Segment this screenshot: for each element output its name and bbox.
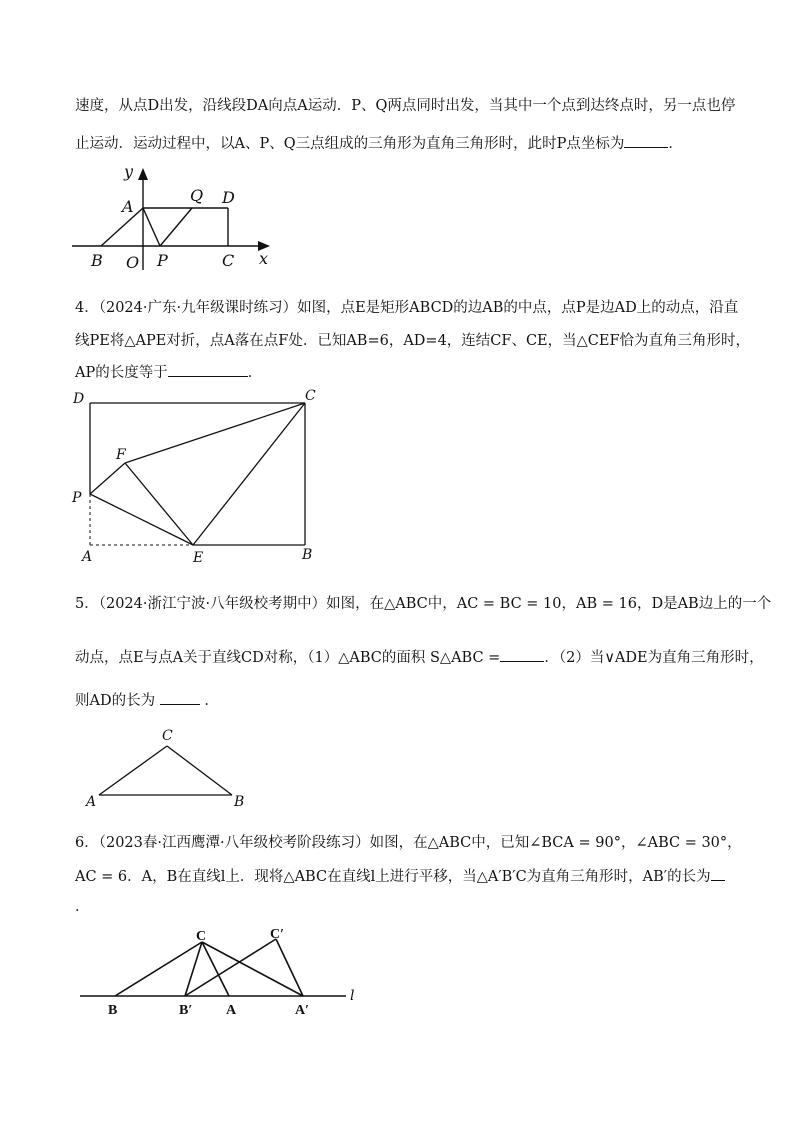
q5-line-1: 5．（2024·浙江宁波·八年级校考期中）如图，在△ABC中，AC = BC = 10，AB = 16，D是AB边上的一个 <box>75 596 772 612</box>
q5-line-2-text-a: 动点，点E与点A关于直线CD对称，（1）△ABC的面积 S△ABC = <box>75 650 501 666</box>
q5-line-2-text-b: ．（2）当∨ADE为直角三角形时， <box>544 650 764 666</box>
q6-segment-CprimeAprime <box>276 939 303 996</box>
q4-line-2: 线PE将△APE对折，点A落在点F处．已知AB=6，AD=4，连结CF、CE，当△CEF恰为直角三角形时， <box>75 333 751 349</box>
q5-line-3-end: ． <box>204 693 219 709</box>
q6-label-C: C <box>196 929 207 944</box>
q5-label-B: B <box>234 794 245 810</box>
q3-label-A: A <box>122 197 134 216</box>
q3-line-1: 速度，从点D出发，沿线段DA向点A运动．P、Q两点同时出发，当其中一个点到达终点时，另一点也停 <box>75 98 736 114</box>
q6-label-Cprime: C′ <box>270 927 285 942</box>
q3-line-2-text: 止运动．运动过程中，以A、P、Q三点组成的三角形为直角三角形时，此时P点坐标为 <box>75 136 625 152</box>
q3-label-C: C <box>222 251 235 270</box>
q4-label-D: D <box>73 391 85 407</box>
q6-line-1: 6．（2023春·江西鹰潭·八年级校考阶段练习）如图，在△ABC中，已知∠BCA = 90°，∠ABC = 30°， <box>75 835 742 851</box>
q3-label-y: y <box>124 162 134 181</box>
q3-label-B: B <box>91 251 103 270</box>
q6-label-Bprime: B′ <box>179 1003 193 1018</box>
q3-label-x: x <box>259 249 269 268</box>
q4-line-3-text: AP的长度等于 <box>75 365 168 381</box>
q4-label-C: C <box>305 388 316 404</box>
q6-segment-CAprime <box>202 942 303 996</box>
q6-line-3: ． <box>75 899 90 915</box>
q5-label-A: A <box>86 794 97 810</box>
q3-line-2-end: ． <box>668 136 683 152</box>
q4-line-1: 4．（2024·广东·九年级课时练习）如图，点E是矩形ABCD的边AB的中点，点P是边AD上的动点，沿直 <box>75 300 739 316</box>
q6-segment-BprimeCprime <box>185 939 276 996</box>
q6-label-A: A <box>226 1003 237 1018</box>
q6-segment-BC <box>115 942 202 996</box>
q4-label-P: P <box>72 490 82 506</box>
q4-label-A: A <box>82 549 93 565</box>
q4-line-3-end: ． <box>247 365 263 381</box>
q3-label-P: P <box>157 251 168 270</box>
q6-label-l: l <box>350 988 355 1004</box>
q6-line-2-text: AC = 6．A，B在直线l上．现将△ABC在直线l上进行平移，当△A′B′C为直角三角形时，AB′的长为 <box>75 869 711 885</box>
q4-label-B: B <box>302 547 313 563</box>
q4-label-F: F <box>116 447 126 463</box>
q4-label-E: E <box>193 550 204 566</box>
q3-label-Q: Q <box>190 186 204 205</box>
q5-label-C: C <box>162 728 173 744</box>
q3-label-D: D <box>222 188 235 207</box>
q5-line-3-text: 则AD的长为 <box>75 693 156 709</box>
q6-label-Aprime: A′ <box>295 1003 310 1018</box>
q3-label-O: O <box>126 253 140 272</box>
q6-label-B: B <box>108 1003 118 1018</box>
